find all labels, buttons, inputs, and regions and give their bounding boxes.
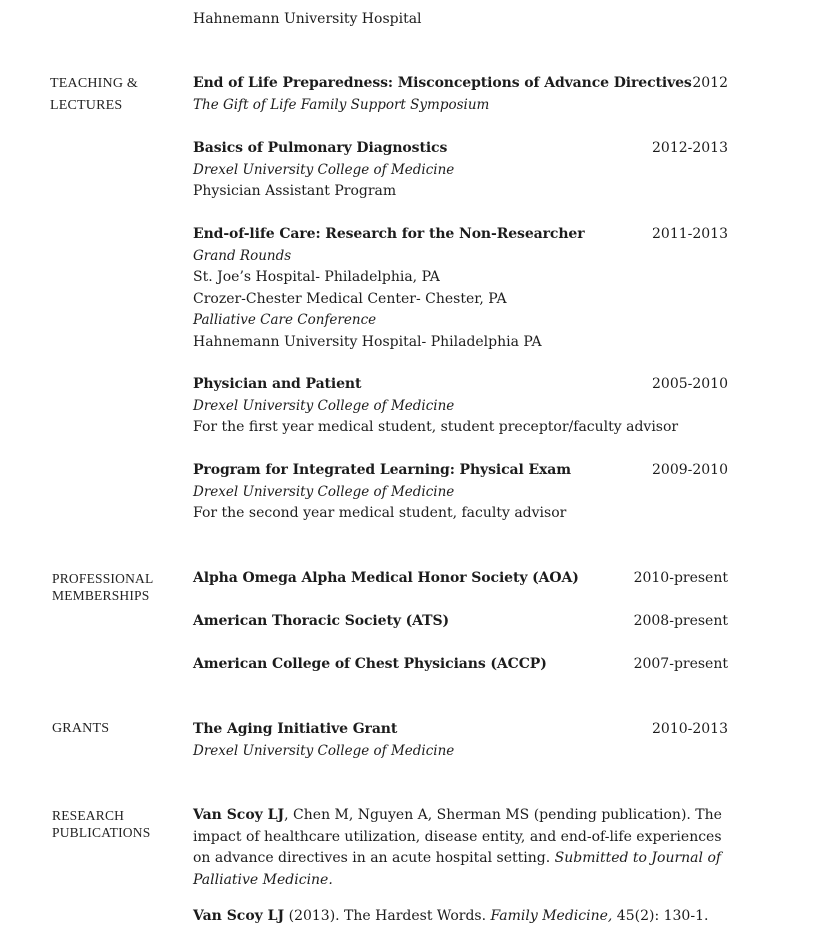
entry-line: Grand Rounds (193, 247, 292, 264)
teaching-entry (193, 460, 728, 525)
entry-date: 2010-2013 (652, 721, 728, 737)
section-label-memberships (52, 570, 153, 604)
section-label-line: LECTURES (50, 98, 123, 113)
entry-title: American Thoracic Society (ATS) (193, 613, 449, 629)
entry-date: 2007-present (633, 656, 728, 672)
publication-text: 45(2): 130-1. (612, 908, 709, 924)
entry-date: 2012-2013 (652, 140, 728, 156)
publication-entry (193, 906, 728, 928)
entry-title: Physician and Patient (193, 376, 362, 392)
grant-entry (193, 719, 728, 762)
section-label-line: GRANTS (52, 721, 110, 736)
teaching-entry (193, 374, 728, 439)
publication-text: , Chen M, Nguyen A, Sherman MS (pending publication). The impact of healthcare utilization, disease entity, and end-of-life experiences on advance directives in an acute hospital setting. (193, 807, 722, 866)
publication-authors: Van Scoy LJ (193, 908, 285, 924)
entry-date: 2008-present (633, 613, 728, 629)
section-label-line: RESEARCH (52, 808, 125, 823)
section-label-teaching (50, 74, 138, 115)
publication-journal: Submitted to Journal of Palliative Medicine. (193, 850, 722, 888)
entry-title: Basics of Pulmonary Diagnostics (193, 140, 448, 156)
membership-entry (193, 654, 728, 676)
entry-title: American College of Chest Physicians (ACCP) (193, 656, 547, 672)
publication-entry (193, 805, 728, 891)
entry-date: 2012 (692, 75, 728, 91)
teaching-entry (193, 224, 728, 353)
entry-line: Crozer-Chester Medical Center- Chester, PA (193, 290, 507, 307)
entry-title: End of Life Preparedness: Misconceptions of Advance Directives (193, 75, 692, 91)
entry-line: Drexel University College of Medicine (193, 161, 455, 178)
entry-date: 2011-2013 (652, 226, 728, 242)
teaching-entry (193, 73, 728, 116)
entry-title: The Aging Initiative Grant (193, 721, 398, 737)
top-line: Hahnemann University Hospital (193, 11, 422, 27)
entry-line: Drexel University College of Medicine (193, 397, 455, 414)
entry-date: 2010-present (633, 570, 728, 586)
section-label-grants (52, 719, 109, 738)
section-label-line: PUBLICATIONS (52, 825, 151, 840)
entry-line: Drexel University College of Medicine (193, 742, 455, 759)
section-label-line: MEMBERSHIPS (52, 588, 150, 603)
entry-date: 2005-2010 (652, 376, 728, 392)
entry-line: St. Joe’s Hospital- Philadelphia, PA (193, 269, 440, 285)
section-label-line: PROFESSIONAL (52, 571, 154, 586)
section-label-line: TEACHING & (50, 76, 138, 91)
entry-line: For the first year medical student, student preceptor/faculty advisor (193, 419, 679, 435)
entry-line: Palliative Care Conference (193, 312, 377, 328)
publication-authors: Van Scoy LJ (193, 807, 285, 823)
entry-date: 2009-2010 (652, 462, 728, 478)
entry-line: The Gift of Life Family Support Symposium (193, 96, 490, 113)
entry-line: For the second year medical student, faculty advisor (193, 505, 567, 521)
membership-entry (193, 568, 728, 590)
publication-journal: Family Medicine, (490, 908, 613, 924)
teaching-entry (193, 138, 728, 203)
publication-text: (2013). The Hardest Words. (284, 908, 491, 924)
section-label-publications (52, 807, 150, 841)
entry-line: Drexel University College of Medicine (193, 483, 455, 500)
entry-line: Hahnemann University Hospital- Philadelphia PA (193, 333, 542, 350)
entry-title: Alpha Omega Alpha Medical Honor Society (AOA) (193, 570, 579, 586)
membership-entry (193, 611, 728, 633)
entry-title: End-of-life Care: Research for the Non-Researcher (193, 226, 585, 242)
entry-line: Physician Assistant Program (193, 183, 397, 199)
entry-title: Program for Integrated Learning: Physical Exam (193, 462, 571, 478)
